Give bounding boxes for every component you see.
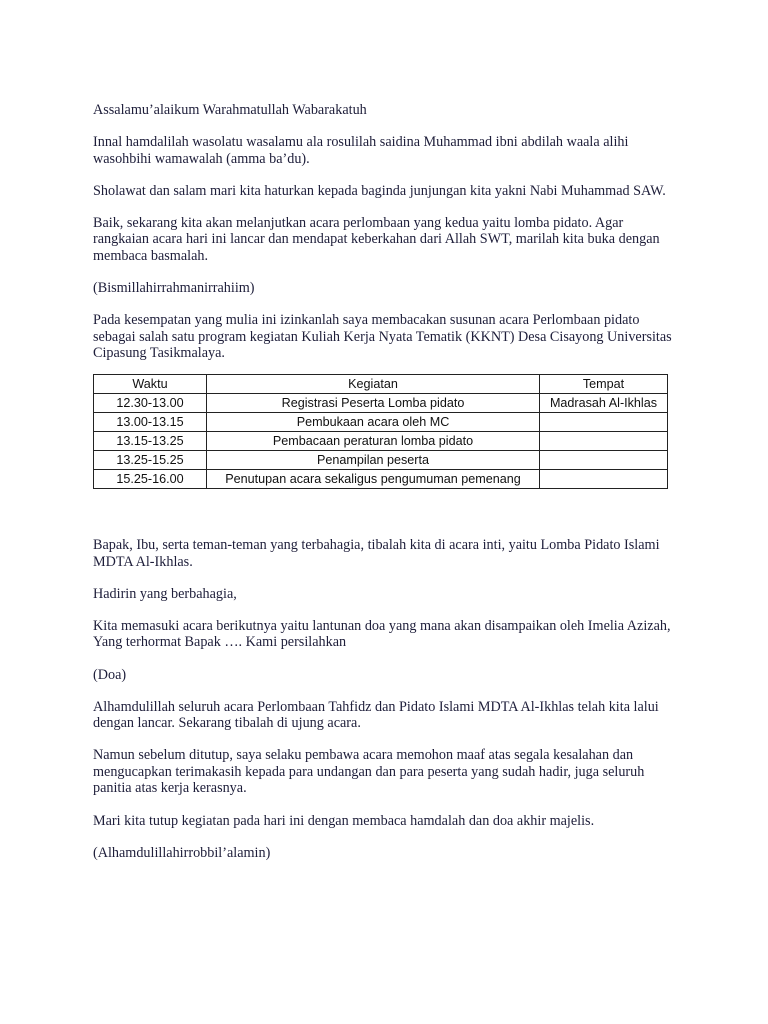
cell-activity: Registrasi Peserta Lomba pidato [207,394,540,413]
cell-time: 13.15-13.25 [94,432,207,451]
audience-greeting-paragraph: Hadirin yang berbahagia, [93,585,237,602]
opening-prayer-paragraph: Innal hamdalilah wasolatu wasalamu ala rosulilah saidina Muhammad ibni abdilah waala alihi wasohbihi wamawalah (amma ba’du). [93,134,629,167]
document-page [93,102,678,877]
cell-activity: Pembacaan peraturan lomba pidato [207,432,540,451]
event-intro-paragraph: Baik, sekarang kita akan melanjutkan acara perlombaan yang kedua yaitu lomba pidato. Agar rangkaian acara hari ini lancar dan mendapat keberkahan dari Allah SWT, marilah kita buka dengan membaca basmalah. [93,214,660,265]
cell-place [540,432,668,451]
header-time: Waktu [94,375,207,394]
table-row [94,451,668,470]
cell-place: Madrasah Al-Ikhlas [540,394,668,413]
closing-invitation-paragraph: Mari kita tutup kegiatan pada hari ini dengan membaca hamdalah dan doa akhir majelis. [93,812,595,829]
main-event-paragraph: Bapak, Ibu, serta teman-teman yang terbahagia, tibalah kita di acara inti, yaitu Lomba Pidato Islami MDTA Al-Ikhlas. [93,537,660,570]
cell-activity: Penutupan acara sekaligus pengumuman pemenang [207,470,540,489]
header-activity: Kegiatan [207,375,540,394]
cell-time: 12.30-13.00 [94,394,207,413]
schedule-intro-paragraph: Pada kesempatan yang mulia ini izinkanlah saya membacakan susunan acara Perlombaan pidato sebagai salah satu program kegiatan Kuliah Kerja Nyata Tematik (KKNT) Desa Cisayong Universitas Cipasung Tasikmalaya. [93,312,672,362]
closing-section [93,537,678,861]
cell-place [540,413,668,432]
doa-intro-paragraph: Kita memasuki acara berikutnya yaitu lantunan doa yang mana akan disampaikan oleh Imelia Azizah, Yang terhormat Bapak …. Kami persilahkan [93,617,671,651]
cell-time: 13.25-15.25 [94,451,207,470]
cell-time: 15.25-16.00 [94,470,207,489]
table-row [94,470,668,489]
header-place: Tempat [540,375,668,394]
cell-activity: Pembukaan acara oleh MC [207,413,540,432]
basmalah-paragraph: (Bismillahirrahmanirrahiim) [93,280,255,297]
cell-activity: Penampilan peserta [207,451,540,470]
apology-paragraph: Namun sebelum ditutup, saya selaku pembawa acara memohon maaf atas segala kesalahan dan mengucapkan terimakasih kepada para undangan dan para peserta yang sudah hadir, juga seluruh panitia atas kerja kerasnya. [93,747,645,797]
doa-paragraph: (Doa) [93,666,127,683]
table-header-row [94,375,668,394]
cell-time: 13.00-13.15 [94,413,207,432]
sholawat-paragraph: Sholawat dan salam mari kita haturkan kepada baginda junjungan kita yakni Nabi Muhammad SAW. [93,182,666,199]
table-row [94,432,668,451]
event-ending-paragraph: Alhamdulillah seluruh acara Perlombaan Tahfidz dan Pidato Islami MDTA Al-Ikhlas telah kita lalui dengan lancar. Sekarang tibalah di ujung acara. [93,698,659,732]
table-row [94,394,668,413]
hamdalah-paragraph: (Alhamdulillahirrobbil’alamin) [93,844,271,861]
greeting-paragraph: Assalamu’alaikum Warahmatullah Wabarakatuh [93,102,367,118]
cell-place [540,451,668,470]
cell-place [540,470,668,489]
schedule-table [93,374,668,489]
table-row [94,413,668,432]
